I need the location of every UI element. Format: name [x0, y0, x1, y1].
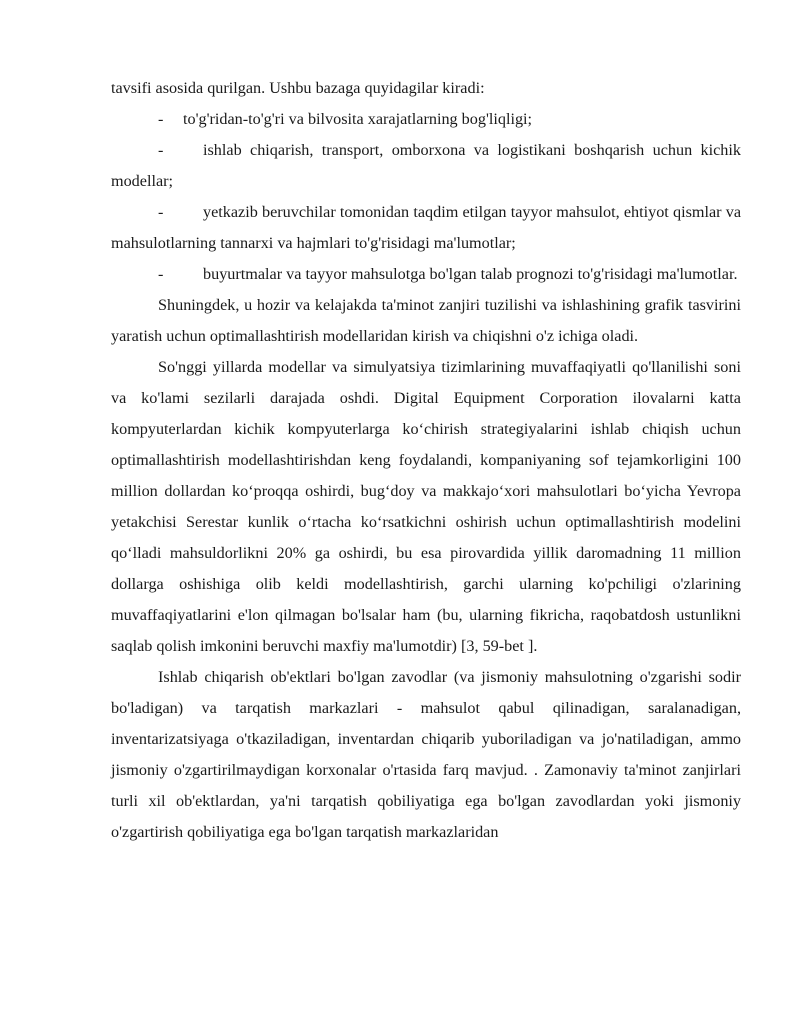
bullet-dash: -: [158, 203, 164, 221]
bullet-item-suppliers: [111, 197, 741, 259]
paragraph-intro: tavsifi asosida qurilgan. Ushbu bazaga quyidagilar kiradi:: [111, 79, 485, 97]
paragraph-case-studies: So'nggi yillarda modellar va simulyatsiya tizimlarining muvaffaqiyatli qo'llanilishi soni va ko'lami sezilarli darajada oshdi. Digital Equipment Corporation ilovalarni katta kompyuterlardan kichik kompyuterlarga ko‘chirish strategiyalarini ishlab chiqish uchun optimallashtirish modellashtirishdan keng foydalandi, kompaniyaning sof tejamkorligini 100 million dollardan ko‘proqqa oshirdi, bug‘doy va makkajo‘xori mahsulotlari bo‘yicha Yevropa yetakchisi Serestar kunlik o‘rtacha ko‘rsatkichni oshirish uchun optimallashtirish modelini qo‘lladi mahsuldorlikni 20% ga oshirdi, bu esa pirovardida yillik daromadning 11 million dollarga oshishiga olib keldi modellashtirish, garchi ularning ko'pchiligi o'zlarining muvaffaqiyatlarini e'lon qilmagan bo'lsalar ham (bu, ularning fikricha, raqobatdosh ustunlikni saqlab qolish imkonini beruvchi maxfiy ma'lumotdir) [3, 59-bet ].: [111, 358, 741, 655]
paragraph-optimization: Shuningdek, u hozir va kelajakda ta'minot zanjiri tuzilishi va ishlashining grafik tasvirini yaratish uchun optimallashtirish modellaridan kirish va chiqishni o'z ichiga oladi.: [111, 296, 741, 345]
bullet-dash: -: [158, 110, 164, 128]
paragraph-facilities: Ishlab chiqarish ob'ektlari bo'lgan zavodlar (va jismoniy mahsulotning o'zgarishi sodir bo'ladigan) va tarqatish markazlari - mahsulot qabul qilinadigan, saralanadigan, inventarizatsiyaga o'tkaziladigan, inventardan chiqarib yuboriladigan va jo'natiladigan, ammo jismoniy o'zgartirilmaydigan korxonalar o'rtasida farq mavjud. . Zamonaviy ta'minot zanjirlari turli xil ob'ektlardan, ya'ni tarqatish qobiliyatiga ega bo'lgan zavodlardan yoki jismoniy o'zgartirish qobiliyatiga ega bo'lgan tarqatish markazlaridan: [111, 668, 741, 841]
bullet-text: to'g'ridan-to'g'ri va bilvosita xarajatlarning bog'liqligi;: [183, 110, 533, 128]
document-page: [111, 73, 741, 848]
bullet-item-costs: [111, 104, 741, 135]
bullet-text: ishlab chiqarish, transport, omborxona va logistikani boshqarish uchun kichik modellar;: [111, 141, 741, 190]
bullet-dash: -: [158, 141, 164, 159]
bullet-dash: -: [158, 265, 164, 283]
bullet-text: buyurtmalar va tayyor mahsulotga bo'lgan talab prognozi to'g'risidagi ma'lumotlar.: [203, 265, 738, 283]
bullet-item-models: [111, 135, 741, 197]
bullet-text: yetkazib beruvchilar tomonidan taqdim etilgan tayyor mahsulot, ehtiyot qismlar va mahsulotlarning tannarxi va hajmlari to'g'risidagi ma'lumotlar;: [111, 203, 741, 252]
bullet-item-orders: [111, 259, 741, 290]
